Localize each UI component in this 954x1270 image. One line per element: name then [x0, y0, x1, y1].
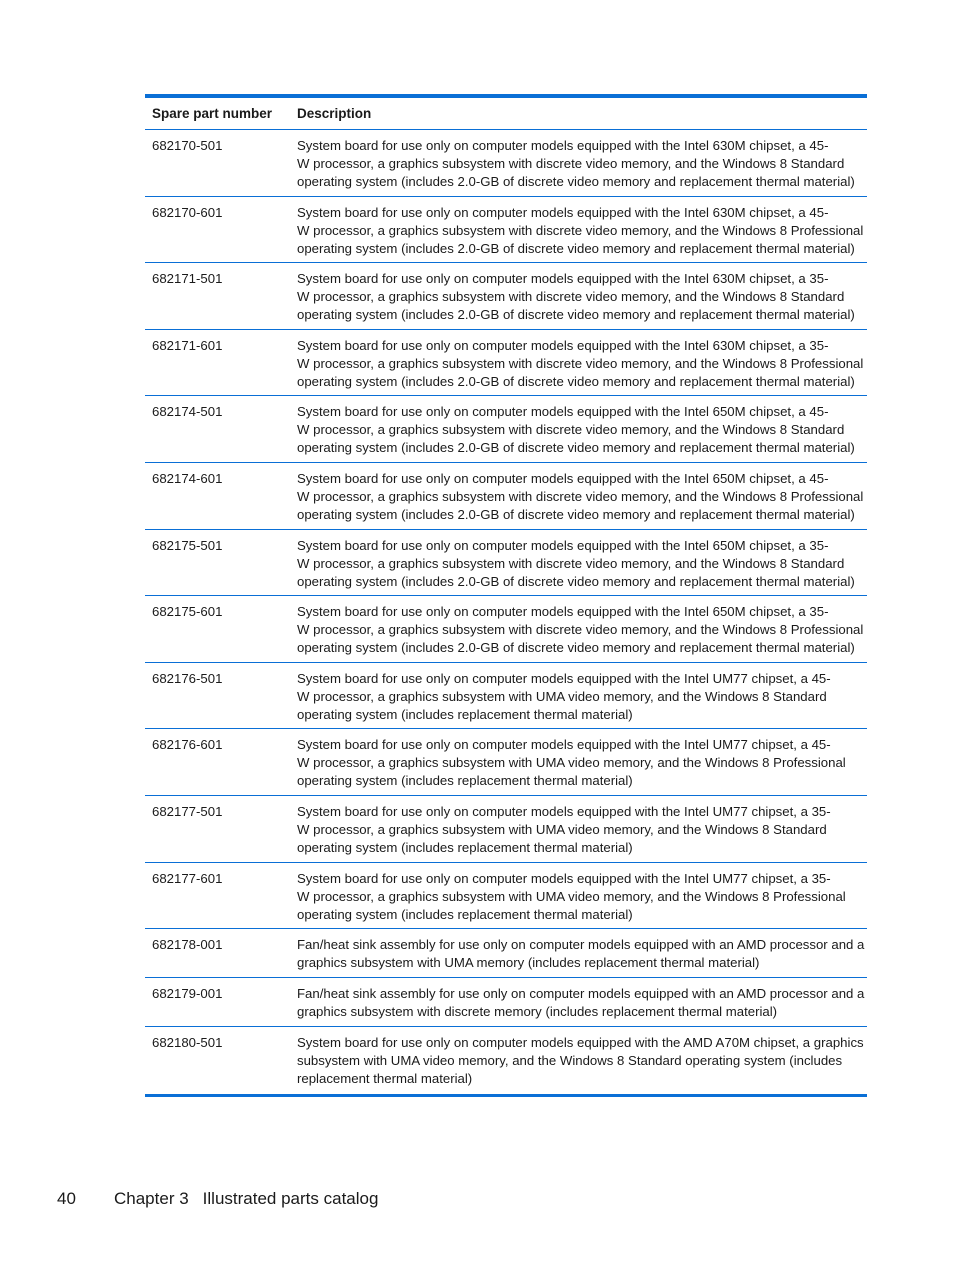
description-line: System board for use only on computer models equipped with the Intel 650M chipset, a 35- — [297, 604, 829, 620]
table-row — [145, 796, 867, 863]
description-line: operating system (includes 2.0-GB of discrete video memory and replacement thermal material) — [297, 506, 855, 522]
description-line: W processor, a graphics subsystem with discrete video memory, and the Windows 8 Professional — [297, 222, 864, 238]
part-number-cell: 682174-601 — [152, 470, 223, 486]
description-cell — [297, 985, 874, 1019]
part-number-cell: 682171-601 — [152, 337, 223, 353]
description-cell — [297, 1034, 874, 1087]
table-header-row — [145, 98, 867, 130]
description-line: System board for use only on computer models equipped with the Intel 650M chipset, a 35- — [297, 537, 829, 553]
table-row — [145, 263, 867, 330]
description-cell — [297, 803, 867, 855]
description-cell — [297, 603, 873, 655]
description-line: System board for use only on computer models equipped with the Intel 630M chipset, a 35- — [297, 337, 829, 353]
description-cell — [297, 736, 867, 788]
description-line: Fan/heat sink assembly for use only on computer models equipped with an AMD processor and a — [297, 986, 865, 1002]
description-line: operating system (includes 2.0-GB of discrete video memory and replacement thermal material) — [297, 174, 855, 189]
part-number-cell: 682178-001 — [152, 937, 223, 953]
description-line: System board for use only on computer models equipped with the AMD A70M chipset, a graphics — [297, 1035, 864, 1051]
description-line: W processor, a graphics subsystem with discrete video memory, and the Windows 8 Standard — [297, 555, 845, 571]
description-line: operating system (includes replacement thermal material) — [297, 706, 633, 722]
description-cell — [297, 137, 867, 189]
part-number-cell: 682179-001 — [152, 986, 223, 1002]
description-line: operating system (includes 2.0-GB of discrete video memory and replacement thermal material) — [297, 307, 855, 323]
description-line: operating system (includes 2.0-GB of discrete video memory and replacement thermal material) — [297, 573, 855, 589]
description-line: W processor, a graphics subsystem with UMA video memory, and the Windows 8 Standard — [297, 688, 827, 704]
description-line: operating system (includes replacement thermal material) — [297, 906, 633, 922]
description-line: W processor, a graphics subsystem with UMA video memory, and the Windows 8 Standard — [297, 821, 827, 837]
table-row — [145, 729, 867, 796]
description-line: operating system (includes replacement thermal material) — [297, 839, 633, 855]
table-row — [145, 330, 867, 397]
table-row — [145, 596, 867, 663]
chapter-label: Chapter 3 — [114, 1189, 189, 1208]
description-line: System board for use only on computer models equipped with the Intel UM77 chipset, a 45- — [297, 737, 831, 753]
description-line: W processor, a graphics subsystem with discrete video memory, and the Windows 8 Standard — [297, 289, 845, 305]
spare-parts-table — [145, 94, 867, 1097]
description-line: graphics subsystem with discrete memory (includes replacement thermal material) — [297, 1004, 778, 1020]
description-cell — [297, 204, 873, 256]
description-line: subsystem with UMA video memory, and the Windows 8 Standard operating system (includes — [297, 1053, 843, 1069]
description-line: W processor, a graphics subsystem with discrete video memory, and the Windows 8 Standard — [297, 422, 845, 438]
part-number-cell: 682177-601 — [152, 870, 223, 886]
description-line: W processor, a graphics subsystem with UMA video memory, and the Windows 8 Professional — [297, 755, 846, 771]
part-number-cell: 682175-501 — [152, 537, 223, 553]
description-cell — [297, 670, 867, 722]
description-cell — [297, 270, 867, 322]
part-number-cell: 682171-501 — [152, 271, 223, 287]
description-cell — [297, 936, 874, 970]
description-line: operating system (includes 2.0-GB of discrete video memory and replacement thermal material) — [297, 240, 855, 256]
part-number-cell: 682180-501 — [152, 1035, 223, 1051]
description-line: System board for use only on computer models equipped with the Intel 630M chipset, a 45- — [297, 138, 829, 153]
part-number-cell: 682176-501 — [152, 670, 223, 686]
description-cell — [297, 870, 867, 922]
header-description: Description — [297, 106, 372, 121]
description-line: System board for use only on computer models equipped with the Intel 630M chipset, a 45- — [297, 204, 829, 220]
description-cell — [297, 337, 873, 389]
description-line: replacement thermal material) — [297, 1071, 473, 1087]
table-row — [145, 396, 867, 463]
description-cell — [297, 403, 867, 455]
table-row — [145, 863, 867, 930]
table-row — [145, 1027, 867, 1094]
table-row — [145, 978, 867, 1027]
table-row — [145, 463, 867, 530]
description-line: System board for use only on computer models equipped with the Intel UM77 chipset, a 35- — [297, 803, 831, 819]
description-line: operating system (includes 2.0-GB of discrete video memory and replacement thermal material) — [297, 440, 855, 456]
description-line: W processor, a graphics subsystem with discrete video memory, and the Windows 8 Professional — [297, 488, 864, 504]
description-cell — [297, 470, 873, 522]
description-cell — [297, 537, 867, 589]
description-line: System board for use only on computer models equipped with the Intel 650M chipset, a 45- — [297, 470, 829, 486]
page-number: 40 — [57, 1189, 76, 1208]
description-line: System board for use only on computer models equipped with the Intel UM77 chipset, a 45- — [297, 670, 831, 686]
description-line: operating system (includes replacement thermal material) — [297, 773, 633, 789]
page-footer — [57, 1189, 378, 1209]
part-number-cell: 682174-501 — [152, 404, 223, 420]
part-number-cell: 682170-601 — [152, 204, 223, 220]
description-line: W processor, a graphics subsystem with discrete video memory, and the Windows 8 Professional — [297, 355, 864, 371]
description-line: System board for use only on computer models equipped with the Intel 630M chipset, a 35- — [297, 271, 829, 287]
table-row — [145, 663, 867, 730]
table-body — [145, 130, 867, 1094]
header-spare-part-number: Spare part number — [152, 106, 273, 121]
description-line: operating system (includes 2.0-GB of discrete video memory and replacement thermal material) — [297, 640, 855, 656]
description-line: System board for use only on computer models equipped with the Intel UM77 chipset, a 35- — [297, 870, 831, 886]
chapter-title: Illustrated parts catalog — [202, 1189, 379, 1208]
part-number-cell: 682175-601 — [152, 604, 223, 620]
part-number-cell: 682176-601 — [152, 737, 223, 753]
table-row — [145, 929, 867, 978]
description-line: operating system (includes 2.0-GB of discrete video memory and replacement thermal material) — [297, 373, 855, 389]
description-line: graphics subsystem with UMA memory (includes replacement thermal material) — [297, 955, 760, 971]
description-line: W processor, a graphics subsystem with discrete video memory, and the Windows 8 Standard — [297, 156, 845, 171]
description-line: System board for use only on computer models equipped with the Intel 650M chipset, a 45- — [297, 404, 829, 420]
table-row — [145, 197, 867, 264]
table-row — [145, 130, 867, 197]
description-line: W processor, a graphics subsystem with UMA video memory, and the Windows 8 Professional — [297, 888, 846, 904]
part-number-cell: 682170-501 — [152, 138, 223, 153]
description-line: Fan/heat sink assembly for use only on computer models equipped with an AMD processor and a — [297, 937, 865, 953]
part-number-cell: 682177-501 — [152, 803, 223, 819]
table-row — [145, 530, 867, 597]
description-line: W processor, a graphics subsystem with discrete video memory, and the Windows 8 Professional — [297, 622, 864, 638]
